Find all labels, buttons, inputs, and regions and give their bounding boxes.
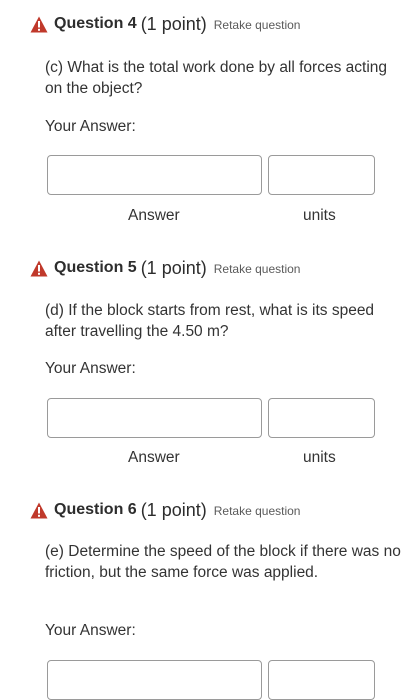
question-header [30,497,300,523]
warning-icon [30,502,48,519]
answer-input[interactable] [47,155,262,195]
retake-question-link[interactable]: Retake question [213,262,301,276]
warning-icon [30,260,48,277]
retake-question-link[interactable]: Retake question [213,504,301,518]
answer-input[interactable] [47,398,262,438]
question-text: (e) Determine the speed of the block if there was no friction, but the same force was applied. [45,543,401,581]
question-text: (c) What is the total work done by all forces acting on the object? [45,59,388,97]
units-field-label: units [303,207,336,224]
units-input[interactable] [268,155,375,195]
question-text: (d) If the block starts from rest, what is its speed after travelling the 4.50 m? [45,302,375,340]
warning-icon [30,16,48,33]
answer-field-label: Answer [128,449,180,466]
question-title: Question 5 [54,259,137,276]
question-header [30,255,300,281]
units-input[interactable] [268,398,375,438]
your-answer-label: Your Answer: [45,118,136,135]
question-title: Question 4 [54,15,137,32]
question-points: (1 point) [140,499,207,520]
units-input[interactable] [268,660,375,700]
units-field-label: units [303,449,336,466]
your-answer-label: Your Answer: [45,622,136,639]
answer-field-label: Answer [128,207,180,224]
question-title: Question 6 [54,501,137,518]
question-header [30,11,300,37]
question-points: (1 point) [140,257,207,278]
retake-question-link[interactable]: Retake question [213,18,301,32]
answer-input[interactable] [47,660,262,700]
question-points: (1 point) [140,13,207,34]
your-answer-label: Your Answer: [45,360,136,377]
